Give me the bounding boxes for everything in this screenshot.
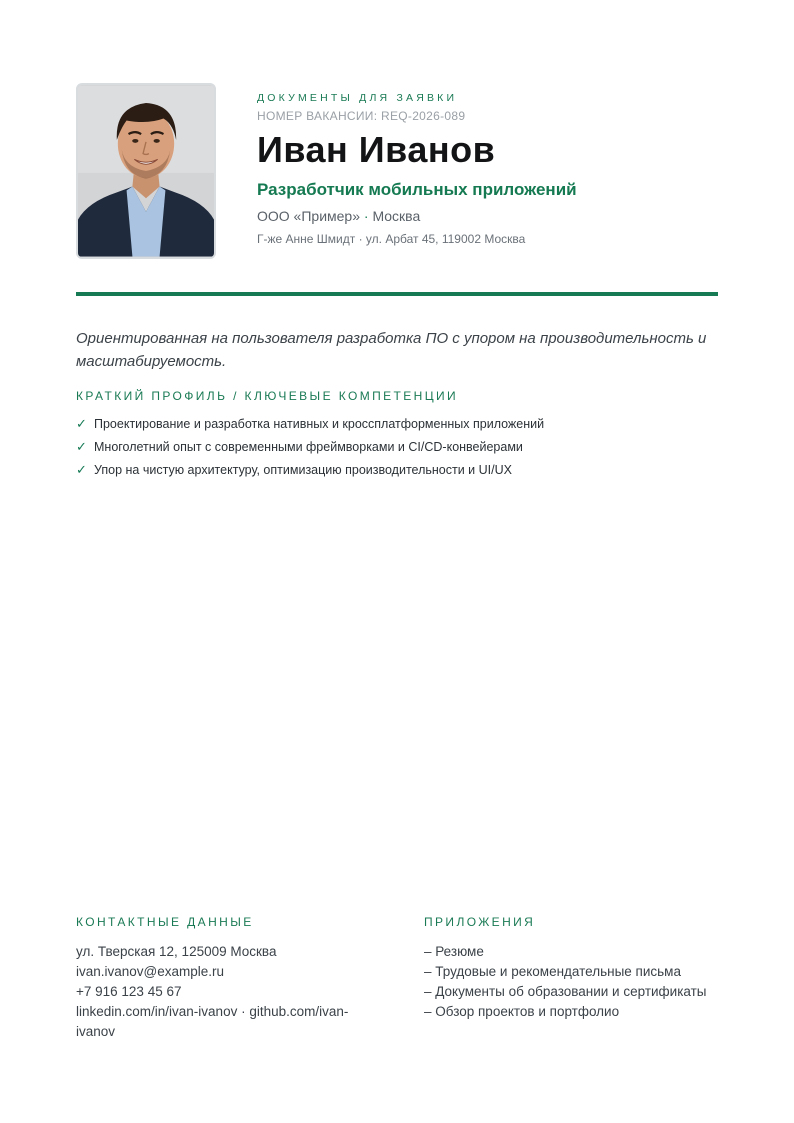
attachments-section-title: ПРИЛОЖЕНИЯ bbox=[424, 915, 536, 929]
contacts-section-title: КОНТАКТНЫЕ ДАННЫЕ bbox=[76, 915, 254, 929]
competency-list bbox=[76, 416, 736, 478]
list-item bbox=[76, 439, 736, 455]
person-portrait-icon bbox=[78, 85, 214, 257]
header-divider bbox=[76, 292, 718, 296]
contact-address: ул. Тверская 12, 125009 Москва bbox=[76, 944, 277, 959]
list-item: – Обзор проектов и портфолио bbox=[424, 1004, 620, 1019]
check-icon: ✓ bbox=[76, 416, 87, 431]
company-separator: · bbox=[363, 208, 369, 224]
header-block bbox=[257, 91, 727, 247]
check-icon: ✓ bbox=[76, 439, 87, 454]
list-item bbox=[76, 416, 736, 432]
competency-text: Многолетний опыт с современными фреймворками и CI/CD-конвейерами bbox=[94, 440, 523, 454]
document-eyebrow: ДОКУМЕНТЫ ДЛЯ ЗАЯВКИ bbox=[257, 92, 458, 104]
vacancy-number: НОМЕР ВАКАНСИИ: REQ-2026-089 bbox=[257, 109, 466, 123]
contact-email[interactable]: ivan.ivanov@example.ru bbox=[76, 964, 225, 979]
competency-text: Проектирование и разработка нативных и кроссплатформенных приложений bbox=[94, 417, 545, 431]
attachments-section bbox=[424, 915, 724, 1022]
check-icon: ✓ bbox=[76, 462, 87, 477]
contact-links[interactable]: linkedin.com/in/ivan-ivanov · github.com/ivan-ivanov bbox=[76, 1004, 349, 1039]
company-name: ООО «Пример» bbox=[257, 208, 360, 224]
applicant-role: Разработчик мобильных приложений bbox=[257, 180, 577, 199]
list-item: – Трудовые и рекомендательные письма bbox=[424, 964, 681, 979]
competency-text: Упор на чистую архитектуру, оптимизацию производительности и UI/UX bbox=[94, 463, 512, 477]
list-item bbox=[76, 462, 736, 478]
profile-section-title: КРАТКИЙ ПРОФИЛЬ / КЛЮЧЕВЫЕ КОМПЕТЕНЦИИ bbox=[76, 389, 459, 403]
contacts-section bbox=[76, 915, 366, 1042]
profile-photo bbox=[76, 83, 216, 259]
applicant-name: Иван Иванов bbox=[257, 129, 496, 170]
attachments-list bbox=[424, 942, 724, 1022]
contact-phone[interactable]: +7 916 123 45 67 bbox=[76, 984, 182, 999]
company-city: Москва bbox=[372, 208, 421, 224]
contacts-lines bbox=[76, 942, 366, 1042]
profile-section bbox=[76, 389, 736, 485]
list-item: – Резюме bbox=[424, 944, 484, 959]
summary-tagline: Ориентированная на пользователя разработка ПО с упором на производительность и масштабируемость. bbox=[76, 330, 707, 370]
company-line bbox=[257, 207, 727, 225]
list-item: – Документы об образовании и сертификаты bbox=[424, 984, 707, 999]
recipient-line: Г-же Анне Шмидт · ул. Арбат 45, 119002 Москва bbox=[257, 232, 526, 246]
